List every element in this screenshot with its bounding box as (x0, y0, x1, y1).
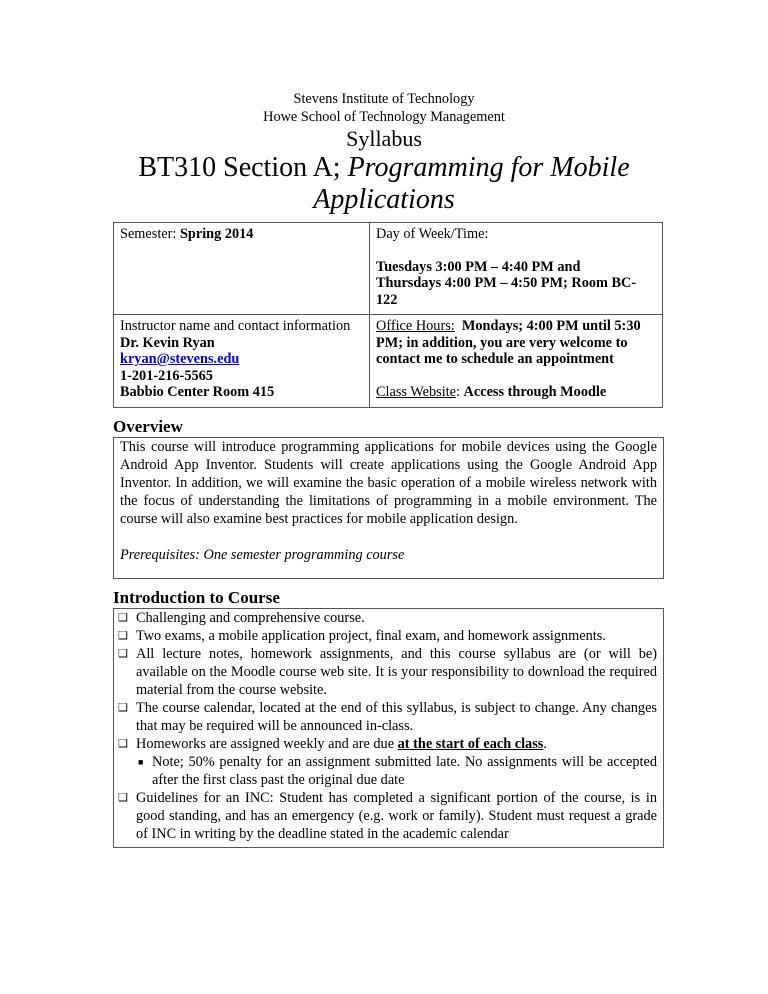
office-hours-cell: Office Hours: Mondays; 4:00 PM until 5:30 PM; in addition, you are very welcome to contact me to schedule an appointment Class Website: Access through Moodle (370, 315, 663, 408)
checkbox-bullet-icon: ❑ (118, 791, 128, 804)
website-value: Access through Moodle (463, 383, 607, 400)
checkbox-bullet-icon: ❑ (118, 611, 128, 624)
intro-heading: Introduction to Course (113, 587, 280, 607)
list-item (120, 609, 657, 627)
institution: Stevens Institute of Technology (293, 91, 475, 107)
overview-heading: Overview (113, 416, 183, 436)
semester-value: Spring 2014 (179, 226, 254, 242)
instructor-email-link[interactable]: kryan@stevens.edu (120, 351, 240, 367)
prerequisites: Prerequisites: One semester programming course (120, 546, 405, 563)
instructor-phone: 1-201-216-5565 (120, 367, 213, 384)
homework-emphasis: at the start of each class (397, 735, 544, 752)
item-text: Challenging and comprehensive course. (136, 609, 365, 626)
day-line-2: Thursdays 4:00 PM – 4:50 PM; Room BC-122 (376, 275, 637, 308)
course-code: BT310 Section A; (138, 152, 348, 183)
list-item (120, 789, 657, 843)
instructor-cell (114, 315, 370, 408)
overview-box (113, 437, 664, 579)
inc-guidelines: Guidelines for an INC: Student has completed a significant portion of the course, is in good standing, and has an emergency (e.g. work or family). Student must request a grade of INC in writing by the deadline stated in the academic calendar (136, 789, 657, 842)
checkbox-bullet-icon: ❑ (118, 701, 128, 714)
instructor-name: Dr. Kevin Ryan (120, 334, 215, 351)
course-name: Programming for Mobile (347, 152, 630, 183)
overview-text: This course will introduce programming applications for mobile devices using the Google Android App Inventor. Students will create applications using the Google Android App Inventor. In addition, we will examine the basic operation of a mobile wireless network with the focus of understanding the limitations of programming in a mobile environment. The course will also examine best practices for mobile application design. (120, 438, 657, 527)
list-item (120, 699, 657, 735)
item-text-end: . (543, 735, 547, 752)
page-title-cont (0, 184, 768, 216)
office-hours-label: Office Hours: (376, 318, 455, 334)
semester-cell (114, 223, 370, 315)
list-item (120, 645, 657, 699)
doc-type: Syllabus (346, 126, 422, 151)
intro-box (113, 608, 664, 848)
item-text: Homeworks are assigned weekly and are due (136, 735, 398, 752)
course-name-cont: Applications (313, 184, 455, 215)
semester-label: Semester: (120, 226, 180, 242)
checkbox-bullet-icon: ❑ (118, 647, 128, 660)
list-item (120, 735, 657, 753)
day-label: Day of Week/Time: (376, 226, 489, 242)
school: Howe School of Technology Management (263, 109, 505, 125)
instructor-label: Instructor name and contact information (120, 318, 351, 334)
late-policy-note: Note; 50% penalty for an assignment submitted late. No assignments will be accepted after the first class past the original due date (152, 753, 657, 788)
checkbox-bullet-icon: ❑ (118, 629, 128, 642)
item-text: Two exams, a mobile application project, final exam, and homework assignments. (136, 627, 606, 644)
square-bullet-icon: ■ (138, 756, 144, 767)
office-hours-value: Mondays; 4:00 PM until 5:30 PM; in addition, you are very welcome to contact me to schedule an appointment (376, 318, 641, 367)
day-line-1: Tuesdays 3:00 PM – 4:40 PM and (376, 258, 581, 275)
website-label: Class Website (376, 383, 456, 400)
page-title (0, 152, 768, 184)
intro-list (120, 609, 657, 843)
list-item (120, 627, 657, 645)
item-text: The course calendar, located at the end of this syllabus, is subject to change. Any changes that may be required will be announced in-class. (136, 699, 657, 734)
course-info-table (113, 222, 663, 408)
sub-list-item (120, 753, 657, 789)
item-text: All lecture notes, homework assignments, and this course syllabus are (or will be) available on the Moodle course web site. It is your responsibility to download the required material from the course website. (136, 645, 657, 698)
instructor-office: Babbio Center Room 415 (120, 384, 275, 400)
schedule-cell (370, 223, 663, 315)
checkbox-bullet-icon: ❑ (118, 737, 128, 750)
